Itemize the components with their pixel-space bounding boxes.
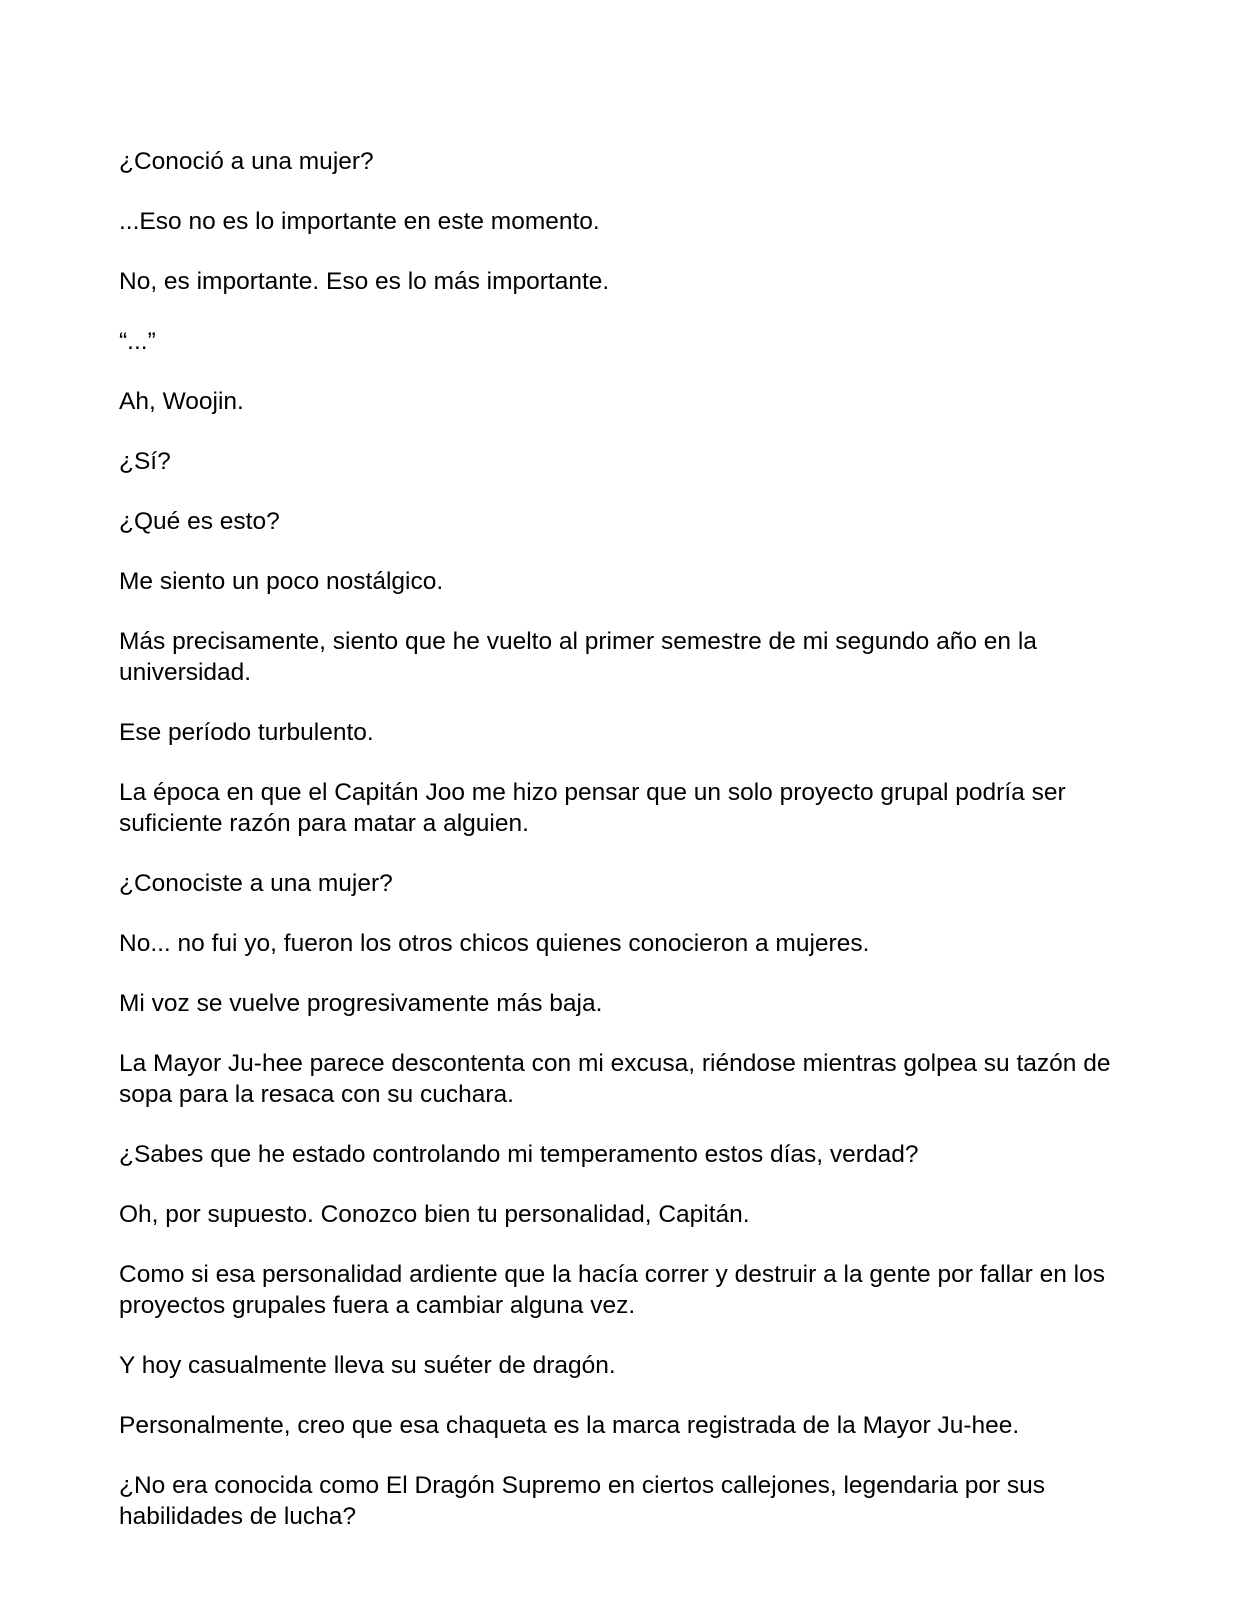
paragraph-2: ...Eso no es lo importante en este momento. <box>119 208 600 235</box>
paragraph-14: Mi voz se vuelve progresivamente más baja. <box>119 990 603 1017</box>
paragraph-12: ¿Conociste a una mujer? <box>119 870 393 897</box>
paragraph-7: ¿Qué es esto? <box>119 508 280 535</box>
paragraph-3: No, es importante. Eso es lo más importante. <box>119 268 610 295</box>
paragraph-15: La Mayor Ju-hee parece descontenta con mi excusa, riéndose mientras golpea su tazón de sopa para la resaca con su cuchara. <box>119 1050 1111 1108</box>
paragraph-17: Oh, por supuesto. Conozco bien tu personalidad, Capitán. <box>119 1201 750 1228</box>
paragraph-1: ¿Conoció a una mujer? <box>119 148 374 175</box>
paragraph-16: ¿Sabes que he estado controlando mi temperamento estos días, verdad? <box>119 1141 919 1168</box>
paragraph-18: Como si esa personalidad ardiente que la hacía correr y destruir a la gente por fallar en los proyectos grupales fuera a cambiar alguna vez. <box>119 1261 1105 1319</box>
paragraph-11: La época en que el Capitán Joo me hizo pensar que un solo proyecto grupal podría ser suficiente razón para matar a alguien. <box>119 779 1066 837</box>
paragraph-5: Ah, Woojin. <box>119 388 244 415</box>
paragraph-4: “...” <box>119 328 156 355</box>
paragraph-6: ¿Sí? <box>119 448 171 475</box>
paragraph-19: Y hoy casualmente lleva su suéter de dragón. <box>119 1352 616 1379</box>
paragraph-8: Me siento un poco nostálgico. <box>119 568 444 595</box>
paragraph-10: Ese período turbulento. <box>119 719 374 746</box>
paragraph-9: Más precisamente, siento que he vuelto al primer semestre de mi segundo año en la universidad. <box>119 628 1037 686</box>
paragraph-13: No... no fui yo, fueron los otros chicos quienes conocieron a mujeres. <box>119 930 870 957</box>
paragraph-20: Personalmente, creo que esa chaqueta es la marca registrada de la Mayor Ju-hee. <box>119 1412 1020 1439</box>
paragraph-21: ¿No era conocida como El Dragón Supremo en ciertos callejones, legendaria por sus habilidades de lucha? <box>119 1472 1046 1530</box>
